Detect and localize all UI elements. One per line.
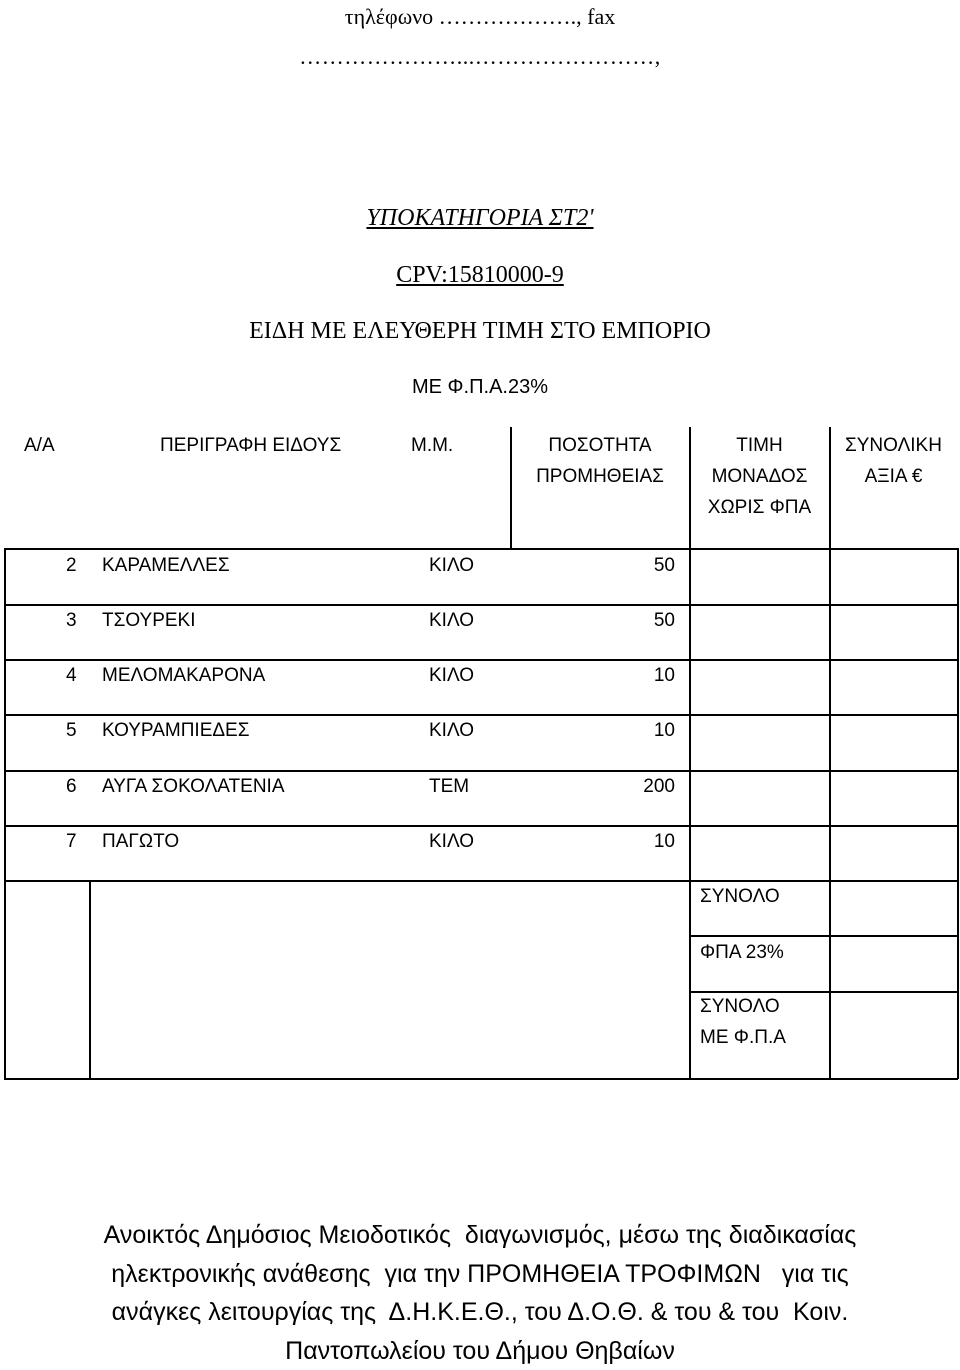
row-unit: ΚΙΛΟ <box>429 555 474 577</box>
row-quantity: 10 <box>654 831 675 853</box>
contact-dotted-line: …………………...……………………, <box>0 44 960 70</box>
row-aa: 7 <box>66 831 77 853</box>
header-aa: Α/Α <box>24 430 55 461</box>
header-total-value <box>830 430 957 492</box>
row-quantity: 200 <box>643 776 675 798</box>
row-aa: 2 <box>66 555 77 577</box>
subtotal-label: ΣΥΝΟΛΟ <box>700 886 780 908</box>
cpv-heading: CPV:15810000-9 <box>0 262 960 289</box>
grand-total-label-line2: ΜΕ Φ.Π.Α <box>700 1027 786 1049</box>
tender-line4: Παντοπωλείου του Δήμου Θηβαίων <box>0 1332 960 1370</box>
header-unit-price <box>690 430 829 523</box>
vat-heading: ΜΕ Φ.Π.Α.23% <box>0 376 960 399</box>
header-total-line2: ΑΞΙΑ € <box>830 461 957 492</box>
row-aa: 4 <box>66 665 77 687</box>
tender-line2: ηλεκτρονικής ανάθεσης για την ΠΡΟΜΗΘΕΙΑ ΤΡΟΦΙΜΩΝ για τις <box>0 1255 960 1294</box>
row-description: ΑΥΓΑ ΣΟΚΟΛΑΤΕΝΙΑ <box>102 776 285 798</box>
tender-line3: ανάγκες λειτουργίας της Δ.Η.Κ.Ε.Θ., του Δ.Ο.Θ. & του & του Κοιν. <box>0 1293 960 1332</box>
row-description: ΠΑΓΩΤΟ <box>102 831 179 853</box>
header-description: ΠΕΡΙΓΡΑΦΗ ΕΙΔΟΥΣ <box>160 430 341 461</box>
row-description: ΜΕΛΟΜΑΚΑΡΟΝΑ <box>102 665 265 687</box>
row-unit: ΚΙΛΟ <box>429 720 474 742</box>
row-quantity: 50 <box>654 610 675 632</box>
vat-label: ΦΠΑ 23% <box>700 942 784 964</box>
row-unit: ΚΙΛΟ <box>429 665 474 687</box>
tender-line1: Ανοικτός Δημόσιος Μειοδοτικός διαγωνισμός, μέσω της διαδικασίας <box>0 1216 960 1255</box>
header-unit: Μ.Μ. <box>411 430 453 461</box>
tender-description <box>0 1216 960 1370</box>
contact-phone-fax-line: τηλέφωνο ………………., fax <box>0 4 960 30</box>
row-description: ΤΣΟΥΡΕΚΙ <box>102 610 196 632</box>
header-price-line2: ΜΟΝΑΔΟΣ <box>690 461 829 492</box>
header-price-line3: ΧΩΡΙΣ ΦΠΑ <box>690 492 829 523</box>
row-aa: 3 <box>66 610 77 632</box>
grand-total-label-line1: ΣΥΝΟΛΟ <box>700 996 780 1018</box>
header-quantity <box>511 430 689 492</box>
row-quantity: 50 <box>654 555 675 577</box>
row-aa: 5 <box>66 720 77 742</box>
header-quantity-line2: ΠΡΟΜΗΘΕΙΑΣ <box>511 461 689 492</box>
header-price-line1: ΤΙΜΗ <box>690 430 829 461</box>
row-description: ΚΑΡΑΜΕΛΛΕΣ <box>102 555 230 577</box>
row-quantity: 10 <box>654 665 675 687</box>
row-unit: ΚΙΛΟ <box>429 831 474 853</box>
header-quantity-line1: ΠΟΣΟΤΗΤΑ <box>511 430 689 461</box>
row-quantity: 10 <box>654 720 675 742</box>
subcategory-heading: ΥΠΟΚΑΤΗΓΟΡΙΑ ΣΤ2' <box>0 205 960 232</box>
row-unit: ΤΕΜ <box>429 776 469 798</box>
row-aa: 6 <box>66 776 77 798</box>
row-unit: ΚΙΛΟ <box>429 610 474 632</box>
header-total-line1: ΣΥΝΟΛΙΚΗ <box>830 430 957 461</box>
items-heading: ΕΙΔΗ ΜΕ ΕΛΕΥΘΕΡΗ ΤΙΜΗ ΣΤΟ ΕΜΠΟΡΙΟ <box>0 318 960 345</box>
row-description: ΚΟΥΡΑΜΠΙΕΔΕΣ <box>102 720 249 742</box>
